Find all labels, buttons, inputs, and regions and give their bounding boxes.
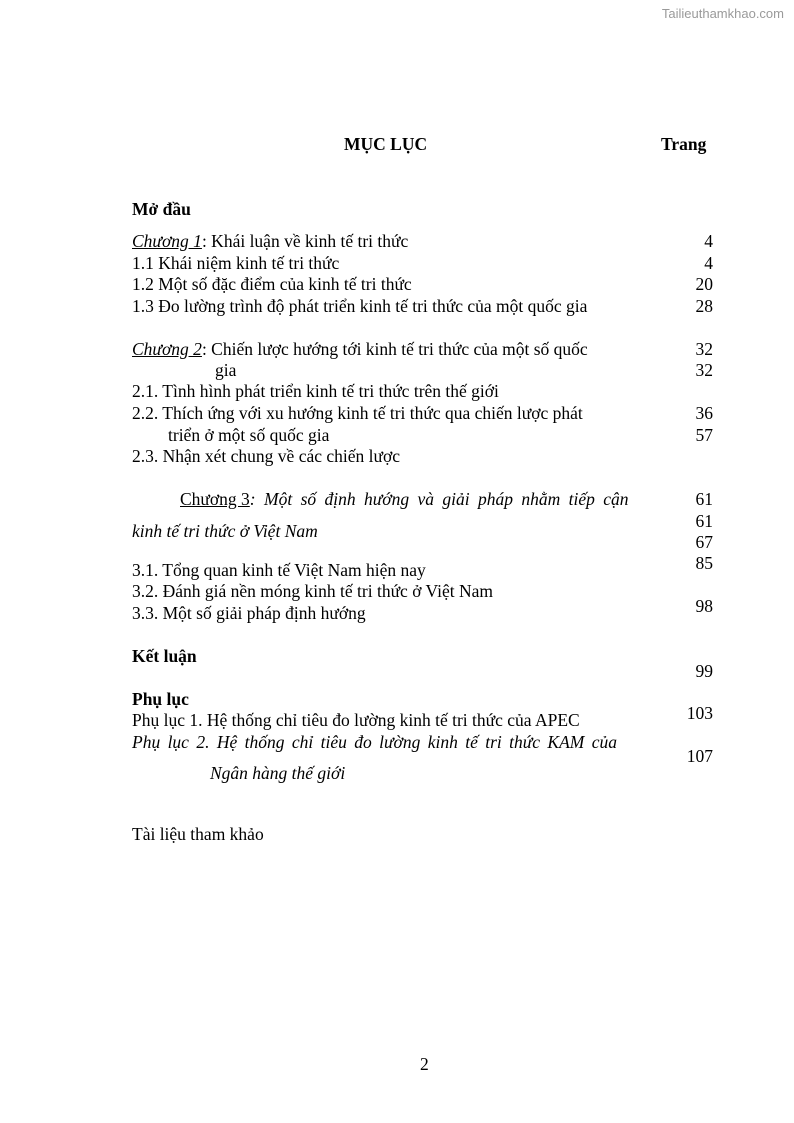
appendix-2-line1: Phụ lục 2. Hệ thống chỉ tiêu đo lường kinh tế tri thức KAM của xyxy=(132,732,618,752)
conclusion-page-a: 98 xyxy=(695,596,713,616)
toc-entry-3-1-page: 61 xyxy=(695,511,713,531)
toc-entry-2-1-page: 32 xyxy=(695,360,713,380)
toc-entry-2-2-page: 36 xyxy=(695,403,713,423)
toc-entry-2-3: 2.3. Nhận xét chung về các chiến lược xyxy=(132,446,401,466)
chapter-2-label: Chương 2 xyxy=(132,339,202,359)
appendix-1-page: 103 xyxy=(686,703,713,723)
conclusion-heading: Kết luận xyxy=(132,646,197,666)
intro-heading: Mở đầu xyxy=(132,199,191,219)
appendix-2-page: 107 xyxy=(686,746,713,766)
conclusion-page: 99 xyxy=(695,661,713,681)
toc-entry-1-1: 1.1 Khái niệm kinh tế tri thức xyxy=(132,253,340,273)
toc-entry-1-2-page: 20 xyxy=(695,274,713,294)
toc-entry-3-1: 3.1. Tổng quan kinh tế Việt Nam hiện nay xyxy=(132,560,426,580)
chapter-3-title-line1: : Một số định hướng và giải pháp nhằm tiếp cận xyxy=(249,489,629,509)
chapter-1-heading xyxy=(132,230,408,252)
toc-entry-2-3-page: 57 xyxy=(695,425,713,445)
toc-entry-1-3: 1.3 Đo lường trình độ phát triển kinh tế tri thức của một quốc gia xyxy=(132,296,588,316)
chapter-3-title-line2: kinh tế tri thức ở Việt Nam xyxy=(132,521,318,541)
toc-entry-3-2: 3.2. Đánh giá nền móng kinh tế tri thức ở Việt Nam xyxy=(132,581,493,601)
toc-entry-3-2-page: 67 xyxy=(695,532,713,552)
chapter-2-page: 32 xyxy=(695,339,713,359)
references-heading: Tài liệu tham khảo xyxy=(132,824,264,844)
chapter-1-label: Chương 1 xyxy=(132,231,202,251)
toc-entry-2-1: 2.1. Tình hình phát triển kinh tế tri thức trên thế giới xyxy=(132,381,499,401)
toc-entry-3-3-page: 85 xyxy=(695,553,713,573)
chapter-1-page: 4 xyxy=(704,231,713,251)
toc-entry-1-1-page: 4 xyxy=(704,253,713,273)
toc-entry-2-2-line1: 2.2. Thích ứng với xu hướng kinh tế tri thức qua chiến lược phát xyxy=(132,403,583,423)
chapter-1-title: : Khái luận về kinh tế tri thức xyxy=(201,231,409,251)
chapter-2-heading xyxy=(132,338,588,360)
toc-entry-3-3: 3.3. Một số giải pháp định hướng xyxy=(132,603,366,623)
appendix-2-line2: Ngân hàng thế giới xyxy=(210,763,346,783)
appendix-1: Phụ lục 1. Hệ thống chỉ tiêu đo lường kinh tế tri thức của APEC xyxy=(132,710,580,730)
toc-title: MỤC LỤC xyxy=(344,134,428,154)
watermark-text: Tailieuthamkhao.com xyxy=(661,6,784,21)
toc-entry-1-2: 1.2 Một số đặc điểm của kinh tế tri thức xyxy=(132,274,412,294)
toc-entry-2-2-line2: triển ở một số quốc gia xyxy=(168,425,330,445)
chapter-3-label: Chương 3 xyxy=(180,489,250,509)
chapter-3-page: 61 xyxy=(695,489,713,509)
chapter-3-heading xyxy=(180,488,629,510)
page-number: 2 xyxy=(420,1054,429,1074)
appendix-heading: Phụ lục xyxy=(132,689,189,709)
page-column-header: Trang xyxy=(661,134,707,154)
chapter-2-title-line2: gia xyxy=(215,360,237,380)
chapter-2-title-line1: : Chiến lược hướng tới kinh tế tri thức của một số quốc xyxy=(201,339,588,359)
toc-entry-1-3-page: 28 xyxy=(695,296,713,316)
